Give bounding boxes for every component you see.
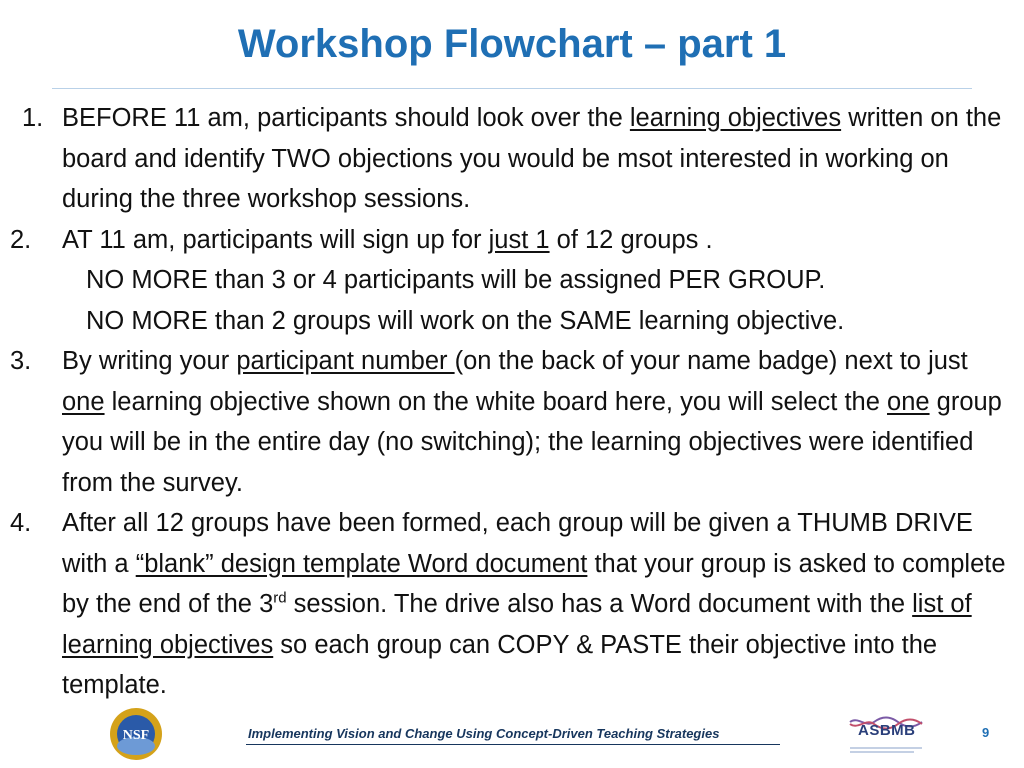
item-number: 1. [22, 104, 44, 132]
footer-text: Implementing Vision and Change Using Concept-Driven Teaching Strategies [248, 726, 720, 741]
underlined-text: one [62, 387, 105, 416]
item-text: BEFORE 11 am, participants should look over the learning objectives written on the board and identify TWO objections you would be msot interested in working on during the three workshop sessions. [62, 104, 1002, 213]
underlined-text: list of learning objectives [62, 590, 972, 659]
slide-title: Workshop Flowchart – part 1 [237, 22, 787, 66]
nsf-logo [108, 706, 164, 762]
item-number: 3. [10, 347, 32, 375]
numbered-list [10, 98, 1014, 706]
asbmb-logo-text: ASBMB [858, 722, 916, 739]
superscript-text: rd [273, 589, 287, 607]
underlined-text: “blank” design template Word document [135, 549, 588, 578]
page-number: 9 [982, 725, 990, 740]
sub-line: NO MORE than 3 or 4 participants will be assigned PER GROUP. [86, 266, 826, 294]
svg-text:NSF: NSF [122, 728, 150, 743]
list-item [10, 341, 1014, 503]
underlined-text: learning objectives [629, 104, 842, 132]
item-text: By writing your participant number (on the back of your name badge) next to just one learning objective shown on the white board here, you will select the one group you will be in the entire day (no switching); the learning objectives were identified from the survey. [62, 347, 1002, 497]
footer-underline [246, 744, 780, 745]
list-item [10, 98, 1014, 220]
list-item [10, 503, 1014, 706]
item-number: 2. [10, 225, 32, 254]
item-number: 4. [10, 509, 32, 537]
sub-line: NO MORE than 2 groups will work on the SAME learning objective. [86, 306, 845, 335]
underlined-text: one [887, 387, 930, 416]
list-item [10, 220, 1014, 342]
title-divider [52, 88, 972, 89]
item-text: AT 11 am, participants will sign up for just 1 of 12 groups . [62, 225, 713, 254]
item-text: After all 12 groups have been formed, each group will be given a THUMB DRIVE with a “blank” design template Word document that your group is asked to complete by the end of the 3rd session. The drive also has a Word document with the list of learning objectives so each group can COPY & PASTE their objective into the template. [62, 509, 1006, 699]
underlined-text: participant number [236, 347, 455, 375]
underlined-text: just 1 [488, 225, 550, 254]
